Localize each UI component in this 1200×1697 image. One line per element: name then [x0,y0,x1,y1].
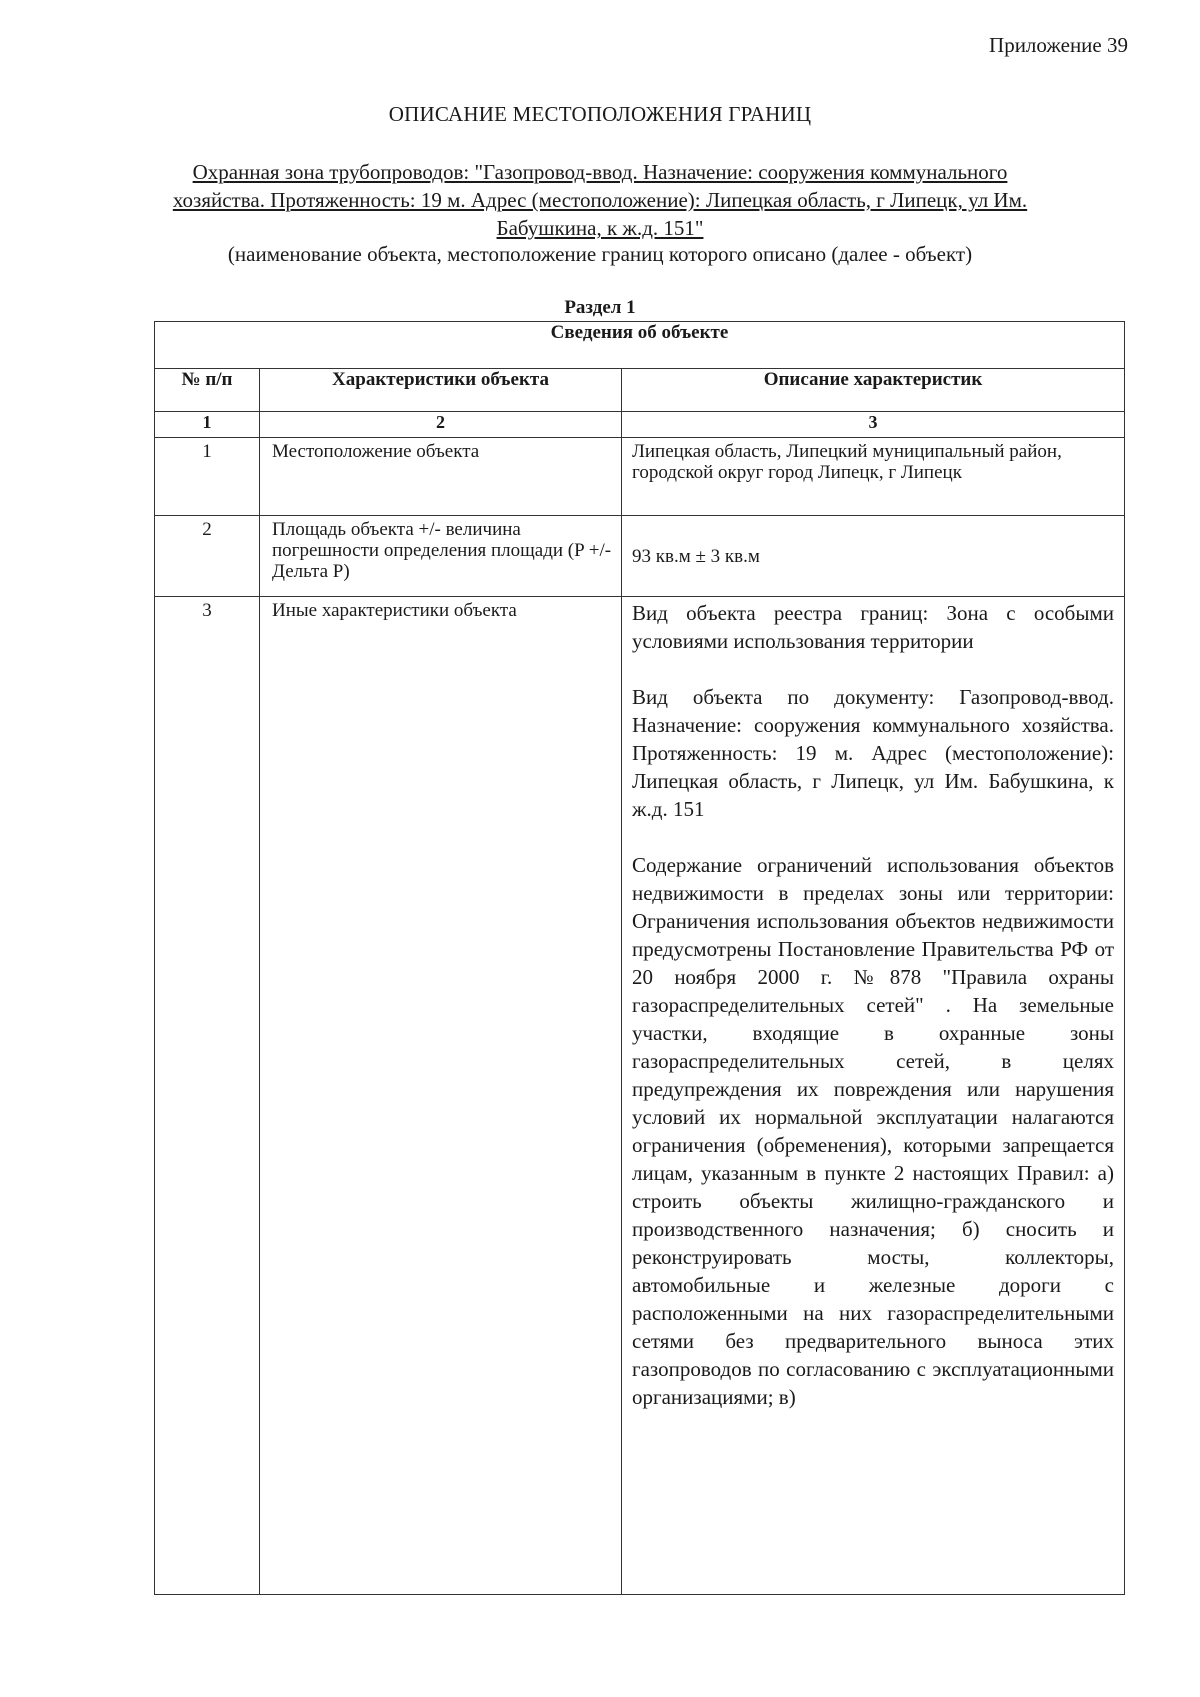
column-number-row [155,412,1125,438]
table-row [155,438,1125,516]
row-number: 3 [155,597,260,1595]
table-header-row [155,369,1125,412]
object-info-table [154,321,1125,1595]
description-paragraph-document-type: Вид объекта по документу: Газопровод-ввод. Назначение: сооружения коммунального хозяйства. Протяженность: 19 м. Адрес (местоположение): Липецкая область, г Липецк, ул Им. Бабушкина, к ж.д. 151 [632,685,1114,821]
row-description-text [622,597,1124,1411]
table-caption-row [155,322,1125,369]
row-characteristic: Площадь объекта +/- величина погрешности определения площади (P +/- Дельта P) [260,516,622,597]
row-number: 2 [155,516,260,597]
column-number: 2 [260,412,622,438]
description-paragraph-registry-type: Вид объекта реестра границ: Зона с особыми условиями использования территории [632,601,1114,653]
row-characteristic: Иные характеристики объекта [260,597,622,1595]
table-row [155,597,1125,1595]
object-name: Охранная зона трубопроводов: "Газопровод-ввод. Назначение: сооружения коммунального хозяйства. Протяженность: 19 м. Адрес (местоположение): Липецкая область, г Липецк, ул Им. Бабушкина, к ж.д. 151" [172,160,1028,240]
description-paragraph-restrictions: Содержание ограничений использования объектов недвижимости в пределах зоны или территории: Ограничения использования объектов недвижимости предусмотрены Постановление Правительства РФ от 20 ноября 2000 г. №878 "Правила охраны газораспределительных сетей" . На земельные участки, входящие в охранные зоны газораспределительных сетей, в целях предупреждения их повреждения или нарушения условий их нормальной эксплуатации налагаются ограничения (обременения), которыми запрещается лицам, указанным в пункте 2 настоящих Правил: а) строить объекты жилищно-гражданского и производственного назначения; б) сносить и реконструировать мосты, коллекторы, автомобильные и железные дороги с расположенными на них газораспределительными сетями без предварительного выноса этих газопроводов по согласованию с эксплуатационными организациями; в) [632,853,1114,1409]
row-description: Липецкая область, Липецкий муниципальный район, городской округ город Липецк, г Липецк [622,438,1125,516]
column-number: 3 [622,412,1125,438]
row-description [622,597,1125,1595]
column-number: 1 [155,412,260,438]
object-name-caption: (наименование объекта, местоположение границ которого описано (далее - объект) [227,242,973,266]
document-title: ОПИСАНИЕ МЕСТОПОЛОЖЕНИЯ ГРАНИЦ [388,102,812,126]
table-row [155,516,1125,597]
column-header-number: № п/п [155,369,260,412]
column-header-description: Описание характеристик [622,369,1125,412]
row-characteristic: Местоположение объекта [260,438,622,516]
column-header-characteristic: Характеристики объекта [260,369,622,412]
row-number: 1 [155,438,260,516]
row-description: 93 кв.м ± 3 кв.м [622,516,1125,597]
section-title: Раздел 1 [564,297,636,318]
table-caption: Сведения об объекте [155,322,1125,369]
appendix-label: Приложение 39 [989,33,1128,57]
